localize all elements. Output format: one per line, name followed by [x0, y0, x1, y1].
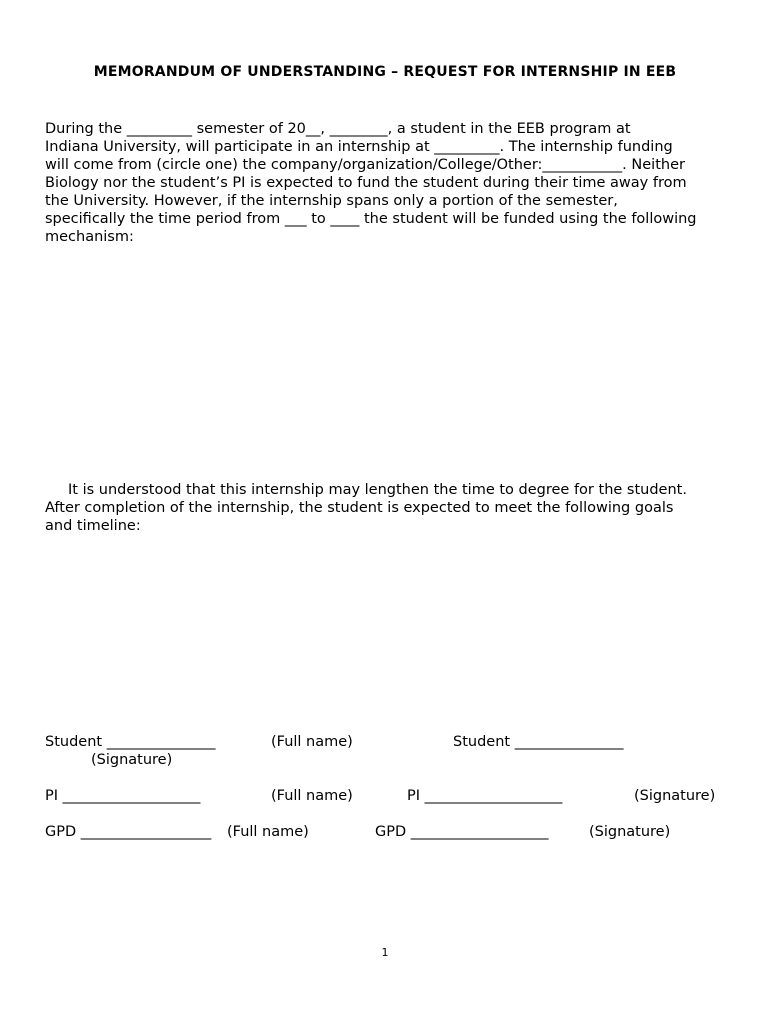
student-signature-label: (Signature): [91, 752, 173, 768]
paragraph-line: specifically the time period from ___ to ____ the student will be funded using the following: [45, 211, 697, 227]
gpd-signature-label: (Signature): [589, 824, 671, 840]
paragraph-line: and timeline:: [45, 518, 141, 534]
paragraph-line: After completion of the internship, the student is expected to meet the following goals: [45, 500, 674, 516]
paragraph-line: [45, 481, 735, 499]
pi-name-line: PI ___________________: [45, 788, 201, 804]
student-fullname-label: (Full name): [271, 734, 353, 750]
document-title: MEMORANDUM OF UNDERSTANDING – REQUEST FOR INTERNSHIP IN EEB: [93, 64, 677, 80]
pi-signature-line: PI ___________________: [407, 788, 563, 804]
page-number: 1: [381, 946, 389, 959]
paragraph-line: Indiana University, will participate in an internship at _________. The internship funding: [45, 139, 673, 155]
gpd-signature-line: GPD ___________________: [375, 824, 549, 840]
paragraph-line-text: It is understood that this internship may lengthen the time to degree for the student.: [68, 482, 687, 498]
student-signature-line: Student _______________: [453, 734, 624, 750]
paragraph-goals: [45, 481, 735, 535]
paragraph-funding: [45, 120, 735, 246]
paragraph-line: mechanism:: [45, 229, 134, 245]
pi-signature-label: (Signature): [634, 788, 716, 804]
paragraph-line: During the _________ semester of 20__, ________, a student in the EEB program at: [45, 121, 631, 137]
paragraph-line: Biology nor the student’s PI is expected to fund the student during their time away from: [45, 175, 687, 191]
student-name-line: Student _______________: [45, 734, 216, 750]
paragraph-line: the University. However, if the internship spans only a portion of the semester,: [45, 193, 618, 209]
gpd-name-line: GPD __________________: [45, 824, 212, 840]
gpd-fullname-label: (Full name): [227, 824, 309, 840]
paragraph-line: will come from (circle one) the company/organization/College/Other:___________. Neither: [45, 157, 685, 173]
pi-fullname-label: (Full name): [271, 788, 353, 804]
